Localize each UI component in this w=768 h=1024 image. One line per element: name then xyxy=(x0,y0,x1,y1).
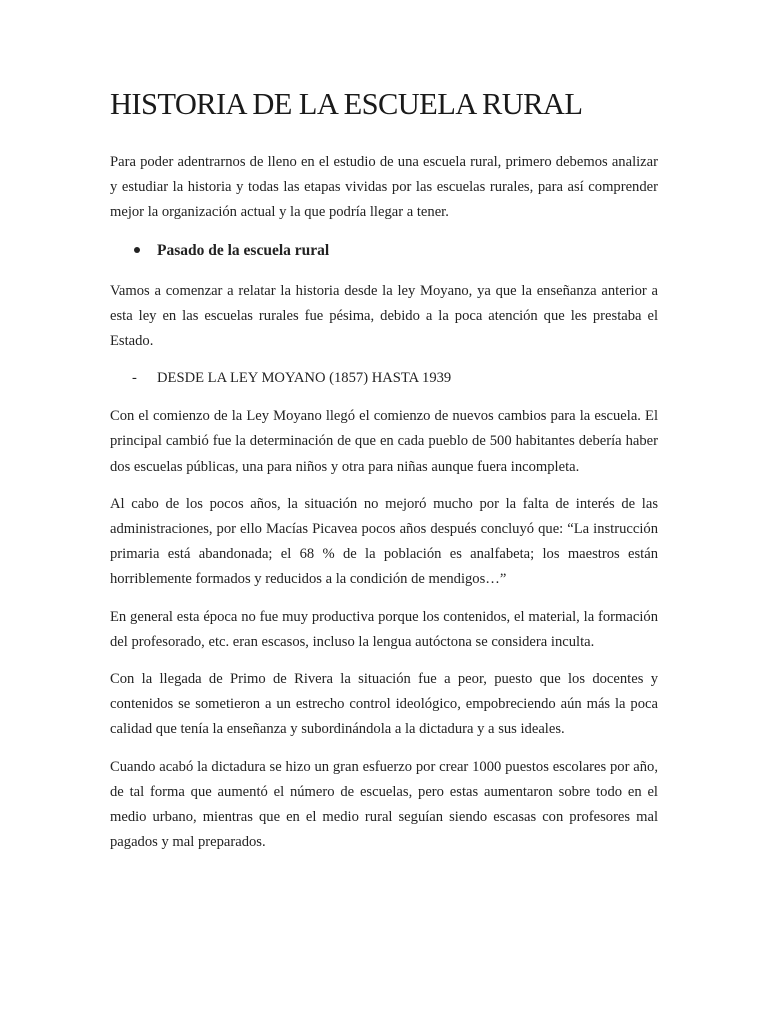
section-intro-paragraph: Vamos a comenzar a relatar la historia desde la ley Moyano, ya que la enseñanza anterior a esta ley en las escuelas rurales fue pésima, debido a la poca atención que les prestaba el Estado. xyxy=(110,282,658,350)
document-page xyxy=(110,84,658,867)
body-paragraph: Con la llegada de Primo de Rivera la situación fue a peor, puesto que los docentes y contenidos se sometieron a un estrecho control ideológico, empobreciendo aún más la poca calidad que tenía la enseñanza y subordinándola a la dictadura y a sus ideales. xyxy=(110,671,658,738)
body-paragraph: Con el comienzo de la Ley Moyano llegó el comienzo de nuevos cambios para la escuela. El principal cambió fue la determinación de que en cada pueblo de 500 habitantes debería haber dos escuelas públicas, una para niños y otra para niñas aunque fuera incompleta. xyxy=(110,408,658,475)
subsection-heading-text: DESDE LA LEY MOYANO (1857) HASTA 1939 xyxy=(157,370,452,387)
intro-paragraph: Para poder adentrarnos de lleno en el estudio de una escuela rural, primero debemos analizar y estudiar la historia y todas las etapas vividas por las escuelas rurales, para así comprender mejor la organización actual y la que podría llegar a tener. xyxy=(110,154,658,221)
document-title: HISTORIA DE LA ESCUELA RURAL xyxy=(110,87,583,121)
section-heading-text: Pasado de la escuela rural xyxy=(157,241,330,259)
body-paragraph: Al cabo de los pocos años, la situación no mejoró mucho por la falta de interés de las administraciones, por ello Macías Picavea pocos años después concluyó que: “La instrucción primaria está abandonada; el 68 % de la población es analfabeta; los maestros están horriblemente formados y reducidos a la condición de mendigos…” xyxy=(110,495,658,588)
body-paragraph: Cuando acabó la dictadura se hizo un gran esfuerzo por crear 1000 puestos escolares por año, de tal forma que aumentó el número de escuelas, pero estas aumentaron sobre todo en el medio urbano, mientras que en el medio rural seguían siendo escasas con profesores mal pagados y mal preparados. xyxy=(110,758,658,851)
dash-marker: - xyxy=(132,370,137,387)
body-paragraph: En general esta época no fue muy productiva porque los contenidos, el material, la formación del profesorado, etc. eran escasos, incluso la lengua autóctona se considera inculta. xyxy=(110,608,658,650)
section-heading xyxy=(110,238,658,263)
subsection-heading xyxy=(110,366,658,391)
bullet-icon xyxy=(134,247,140,253)
